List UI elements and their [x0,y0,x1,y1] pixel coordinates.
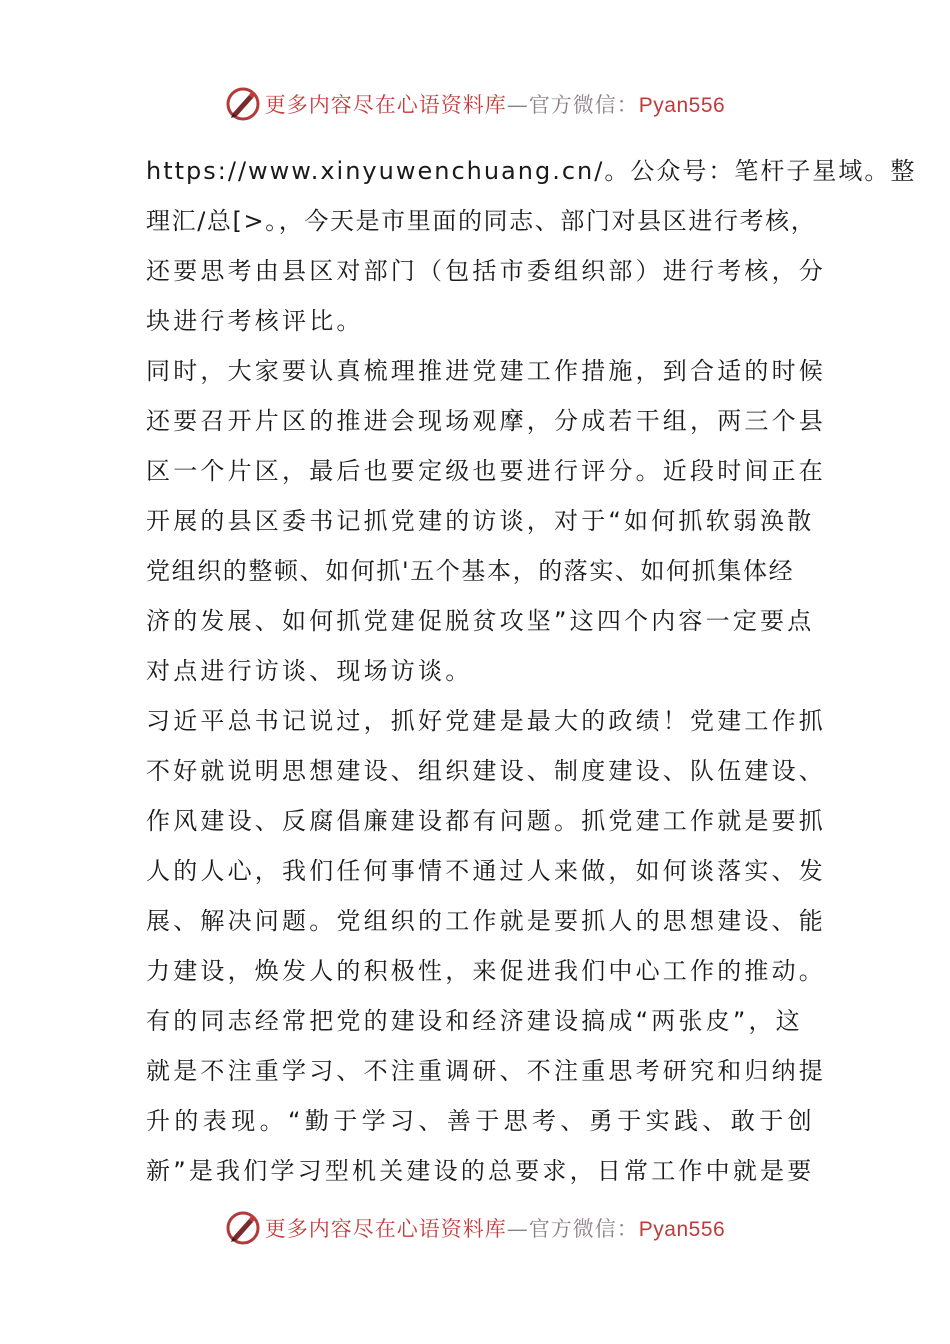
banner-official-label: 官方微信： [528,1217,639,1241]
banner-dash: — [506,1217,529,1241]
header-banner [0,84,950,124]
banner-wechat-id: Pyan556 [638,94,726,117]
body-line: 作风建设、反腐倡廉建设都有问题。抓党建工作就是要抓 [146,807,826,835]
banner-main-text: 更多内容尽在心语资料库 [264,1217,507,1241]
document-body [146,146,917,1196]
body-line: https://www.xinyuwenchuang.cn/。公众号：笔杆子星域。整 [146,157,917,185]
body-line: 理汇/总[>。，今天是市里面的同志、部门对县区进行考核， [146,207,817,235]
body-line: 习近平总书记说过，抓好党建是最大的政绩！党建工作抓 [146,707,826,735]
body-line: 还要召开片区的推进会现场观摩，分成若干组，两三个县 [146,407,826,435]
body-line: 区一个片区，最后也要定级也要进行评分。近段时间正在 [146,457,826,485]
body-line: 还要思考由县区对部门（包括市委组织部）进行考核，分 [146,257,826,285]
body-line: 力建设，焕发人的积极性，来促进我们中心工作的推动。 [146,957,826,985]
body-line: 党组织的整顿、如何抓'五个基本，的落实、如何抓集体经 [146,557,795,585]
banner-wechat-id: Pyan556 [638,1218,726,1241]
body-line: 人的人心，我们任何事情不通过人来做，如何谈落实、发 [146,857,826,885]
body-line: 对点进行访谈、现场访谈。 [146,657,473,685]
banner-main-text: 更多内容尽在心语资料库 [264,93,507,117]
body-line: 开展的县区委书记抓党建的访谈，对于“如何抓软弱涣散 [146,507,815,535]
banner-official-label: 官方微信： [528,93,639,117]
body-line: 就是不注重学习、不注重调研、不注重思考研究和归纳提 [146,1057,826,1085]
banner-dash: — [506,93,529,117]
body-line: 块进行考核评比。 [146,307,364,335]
pen-circle-logo-icon [225,86,261,122]
pen-circle-logo-icon [225,1210,261,1246]
body-line: 新”是我们学习型机关建设的总要求，日常工作中就是要 [146,1157,815,1185]
body-line: 升的表现。“勤于学习、善于思考、勇于实践、敢于创 [146,1107,817,1135]
body-line: 不好就说明思想建设、组织建设、制度建设、队伍建设、 [146,757,826,785]
body-line: 展、解决问题。党组织的工作就是要抓人的思想建设、能 [146,907,826,935]
body-line: 同时，大家要认真梳理推进党建工作措施，到合适的时候 [146,357,826,385]
body-line: 济的发展、如何抓党建促脱贫攻坚”这四个内容一定要点 [146,607,815,635]
footer-banner [0,1208,950,1248]
body-line: 有的同志经常把党的建设和经济建设搞成“两张皮”，这 [146,1007,803,1035]
